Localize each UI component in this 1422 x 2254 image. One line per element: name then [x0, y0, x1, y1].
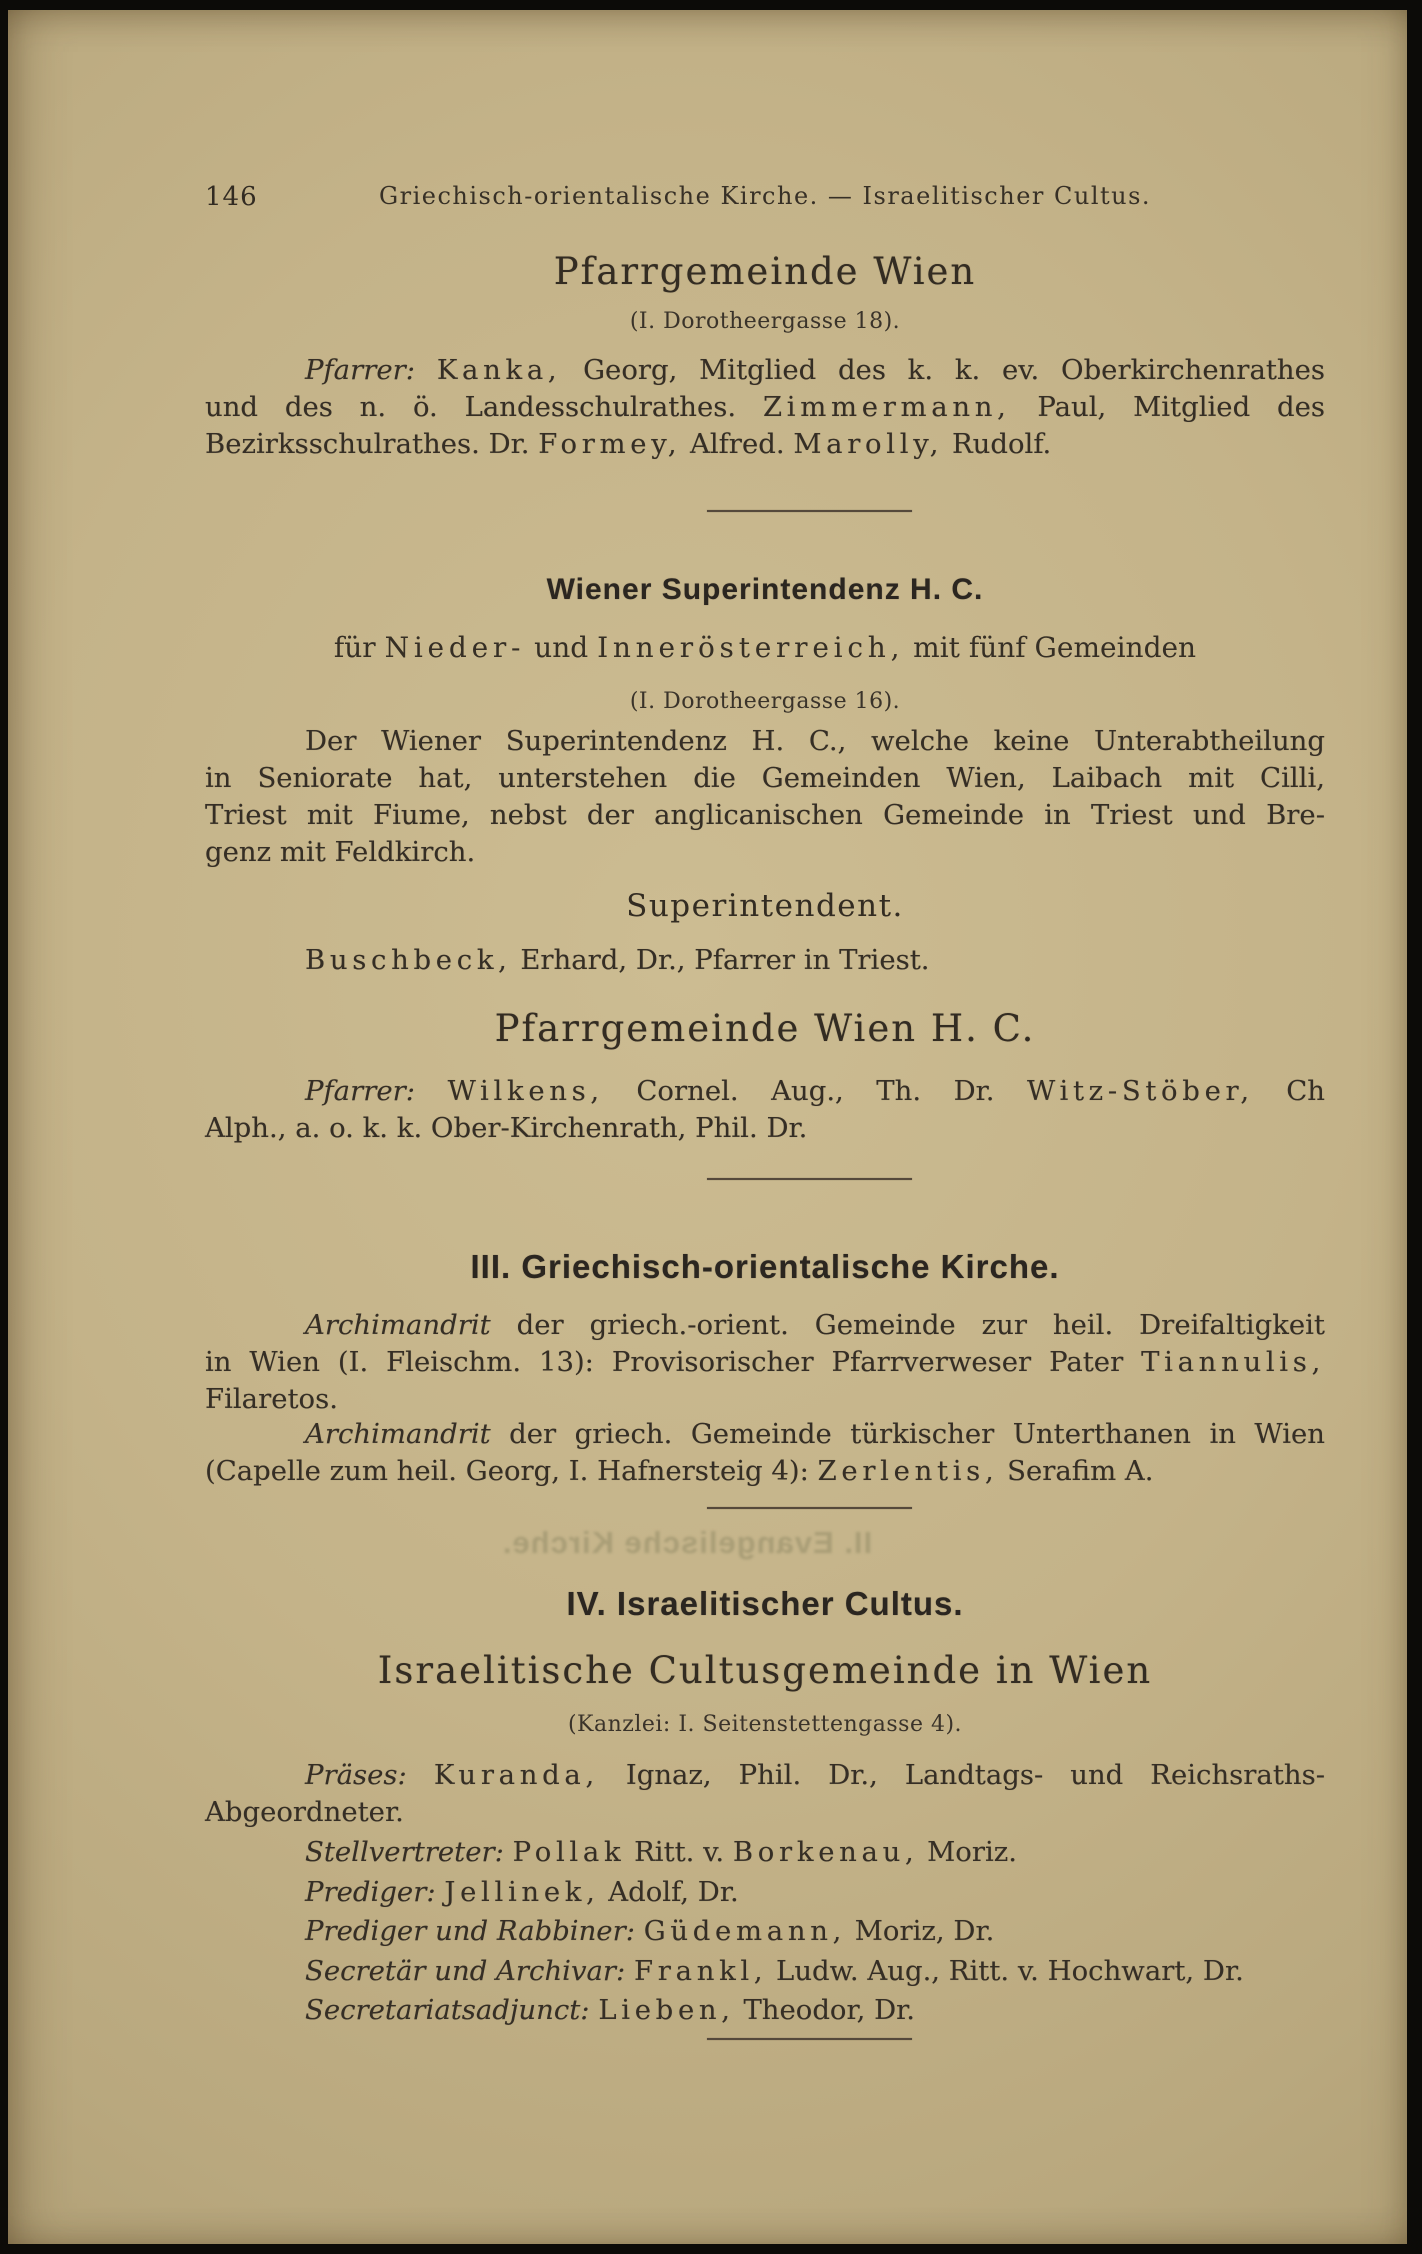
- text-segment: Filaretos.: [205, 1383, 338, 1415]
- text-segment: Präses:: [305, 1759, 407, 1791]
- book-page: [8, 10, 1407, 2244]
- text-line: [205, 426, 1325, 463]
- running-header-row: [205, 182, 1325, 210]
- text-segment: Buschbeck,: [305, 944, 512, 976]
- text-segment: Alph., a. o. k. k. Ober-Kirchenrath, Phil. Dr.: [205, 1112, 808, 1144]
- text-line: [205, 723, 1325, 760]
- text-line: [205, 1307, 1325, 1344]
- address-seitenstettengasse: (Kanzlei: I. Seitenstettengasse 4).: [567, 1712, 963, 1737]
- text-line: [205, 1344, 1325, 1381]
- text-line: [205, 1381, 1325, 1418]
- text-segment: genz mit Feldkirch.: [205, 836, 476, 868]
- text-segment: Moriz, Dr.: [846, 1915, 995, 1947]
- text-segment: [625, 1955, 634, 1987]
- text-segment: und: [525, 631, 598, 664]
- text-segment: Pfarrer:: [305, 354, 416, 386]
- text-segment: Wilkens,: [447, 1075, 604, 1107]
- text-segment: Prediger und Rabbiner:: [305, 1915, 635, 1947]
- section-divider: [707, 510, 912, 512]
- heading-superintendent: Superintendent.: [626, 888, 904, 924]
- text-segment: in Seniorate hat, unterstehen die Gemeinden Wien, Laibach mit Cilli,: [205, 762, 1325, 794]
- text-line: [205, 1453, 1325, 1490]
- address-dorotheergasse-16: (I. Dorotheergasse 16).: [629, 689, 901, 714]
- official-line-secretariatsadjunct: [205, 1991, 1325, 2031]
- section-divider: [707, 1507, 912, 1509]
- text-segment: Alfred.: [681, 428, 794, 460]
- heading-pfarrgemeinde-wien-hc: Pfarrgemeinde Wien H. C.: [494, 1007, 1036, 1050]
- text-segment: Stellvertreter:: [305, 1836, 504, 1868]
- text-segment: der griech.-orient. Gemeinde zur heil. Dreifaltigkeit: [490, 1309, 1325, 1341]
- text-segment: Güdemann,: [643, 1915, 847, 1947]
- text-segment: Abgeordneter.: [205, 1796, 404, 1828]
- text-segment: Archimandrit: [305, 1309, 491, 1341]
- text-segment: Georg, Mitglied des k. k. ev. Oberkirchenrathes: [561, 354, 1325, 386]
- text-line: [205, 1110, 1325, 1147]
- text-line: [205, 760, 1325, 797]
- running-header: Griechisch-orientalische Kirche. — Israelitischer Cultus.: [378, 182, 1152, 210]
- text-segment: Tiannulis,: [1141, 1346, 1325, 1378]
- text-segment: für: [333, 631, 385, 664]
- text-segment: Marolly,: [793, 428, 944, 460]
- text-segment: [504, 1836, 513, 1868]
- text-segment: (Capelle zum heil. Georg, I. Hafnersteig 4):: [205, 1455, 818, 1487]
- paragraph-pfarrer-wien-hc: [205, 1073, 1325, 1147]
- text-segment: [590, 1994, 599, 2026]
- text-segment: [415, 354, 437, 386]
- text-segment: Moriz.: [918, 1836, 1018, 1868]
- official-line-secretaer: [205, 1952, 1325, 1992]
- text-segment: in Wien (I. Fleischm. 13): Provisorischer Pfarrverweser Pater: [205, 1346, 1142, 1378]
- text-segment: Erhard, Dr., Pfarrer in Triest.: [511, 944, 930, 976]
- paragraph-archimandrit-tuerkisch: [205, 1416, 1325, 1490]
- text-segment: Nieder-: [384, 631, 526, 664]
- text-line: [205, 389, 1325, 426]
- text-segment: Archimandrit: [305, 1418, 491, 1450]
- paragraph-superintendenz-description: [205, 723, 1325, 871]
- heading-pfarrgemeinde-wien: Pfarrgemeinde Wien: [553, 250, 977, 293]
- text-segment: Frankl,: [634, 1954, 768, 1987]
- official-line-stellvertreter: [205, 1833, 1325, 1873]
- text-line: [205, 352, 1325, 389]
- text-segment: Kanka,: [436, 354, 562, 386]
- text-segment: Secretär und Archivar:: [305, 1954, 626, 1987]
- page-number: 146: [205, 182, 258, 212]
- type-area: [205, 10, 1325, 2244]
- text-segment: Ignaz, Phil. Dr., Landtags- und Reichsraths-: [598, 1759, 1325, 1791]
- text-segment: Prediger:: [305, 1875, 436, 1908]
- text-segment: Rudolf.: [943, 428, 1052, 460]
- text-line: [205, 1416, 1325, 1453]
- text-segment: Kuranda,: [433, 1759, 599, 1791]
- heading-wiener-superintendenz: Wiener Superintendenz H. C.: [546, 573, 984, 606]
- text-segment: Paul, Mitglied des: [1010, 391, 1326, 423]
- text-segment: und des n. ö. Landesschulrathes.: [205, 391, 763, 423]
- text-segment: Zerlentis,: [817, 1455, 999, 1487]
- official-line-prediger: [205, 1873, 1325, 1913]
- text-segment: Lieben,: [598, 1994, 735, 2026]
- text-segment: Theodor, Dr.: [734, 1994, 916, 2026]
- text-segment: Cornel. Aug., Th. Dr.: [603, 1075, 1028, 1107]
- text-segment: Triest mit Fiume, nebst der anglicanischen Gemeinde in Triest und Bre-: [205, 799, 1325, 831]
- text-segment: Zimmermann,: [762, 391, 1011, 423]
- section-divider: [707, 1178, 912, 1180]
- text-segment: Ludw. Aug., Ritt. v. Hochwart, Dr.: [767, 1954, 1244, 1987]
- paragraph-praeses: [205, 1757, 1325, 1831]
- text-segment: Borkenau,: [732, 1836, 919, 1868]
- paragraph-archimandrit-dreifaltigkeit: [205, 1307, 1325, 1418]
- text-segment: Formey,: [538, 428, 682, 460]
- text-segment: [635, 1915, 644, 1947]
- paragraph-pfarrer-wien: [205, 352, 1325, 463]
- text-segment: Pollak: [512, 1836, 626, 1868]
- text-segment: [407, 1759, 434, 1791]
- text-segment: Serafim A.: [998, 1455, 1154, 1487]
- text-segment: Der Wiener Superintendenz H. C., welche keine Unterabtheilung: [305, 725, 1325, 757]
- text-segment: [415, 1075, 448, 1107]
- heading-israelitischer-cultus: IV. Israelitischer Cultus.: [566, 1585, 964, 1622]
- text-segment: Bezirksschulrathes. Dr.: [205, 428, 539, 460]
- text-segment: Witz-Stöber,: [1027, 1075, 1254, 1107]
- section-divider: [707, 2038, 912, 2040]
- officials-list: [205, 1833, 1325, 2031]
- paragraph-superintendent: [205, 942, 1325, 979]
- text-segment: Pfarrer:: [305, 1075, 416, 1107]
- text-line: [205, 942, 1325, 979]
- text-segment: Adolf, Dr.: [599, 1875, 739, 1908]
- text-line: [205, 1794, 1325, 1831]
- text-segment: der griech. Gemeinde türkischer Unterthanen in Wien: [490, 1418, 1325, 1450]
- text-segment: Jellinek,: [444, 1875, 600, 1908]
- text-line: [205, 834, 1325, 871]
- heading-cultusgemeinde-wien: Israelitische Cultusgemeinde in Wien: [377, 1649, 1153, 1692]
- text-line: [205, 1757, 1325, 1794]
- text-line: [205, 797, 1325, 834]
- ink-bleed-ghost-text: II. Evangelische Kirche.: [501, 1525, 873, 1560]
- text-line: [205, 1073, 1325, 1110]
- subtitle-superintendenz: [205, 631, 1325, 664]
- text-segment: mit fünf Gemeinden: [904, 631, 1197, 664]
- heading-griechisch-orientalische-kirche: III. Griechisch-orientalische Kirche.: [470, 1248, 1060, 1285]
- official-line-prediger-rabbiner: [205, 1912, 1325, 1952]
- address-dorotheergasse-18: (I. Dorotheergasse 18).: [629, 309, 901, 334]
- text-segment: Ritt. v.: [625, 1836, 733, 1868]
- text-segment: Ch: [1253, 1075, 1325, 1107]
- text-segment: Innerösterreich,: [597, 631, 905, 664]
- text-segment: Secretariatsadjunct:: [305, 1994, 590, 2026]
